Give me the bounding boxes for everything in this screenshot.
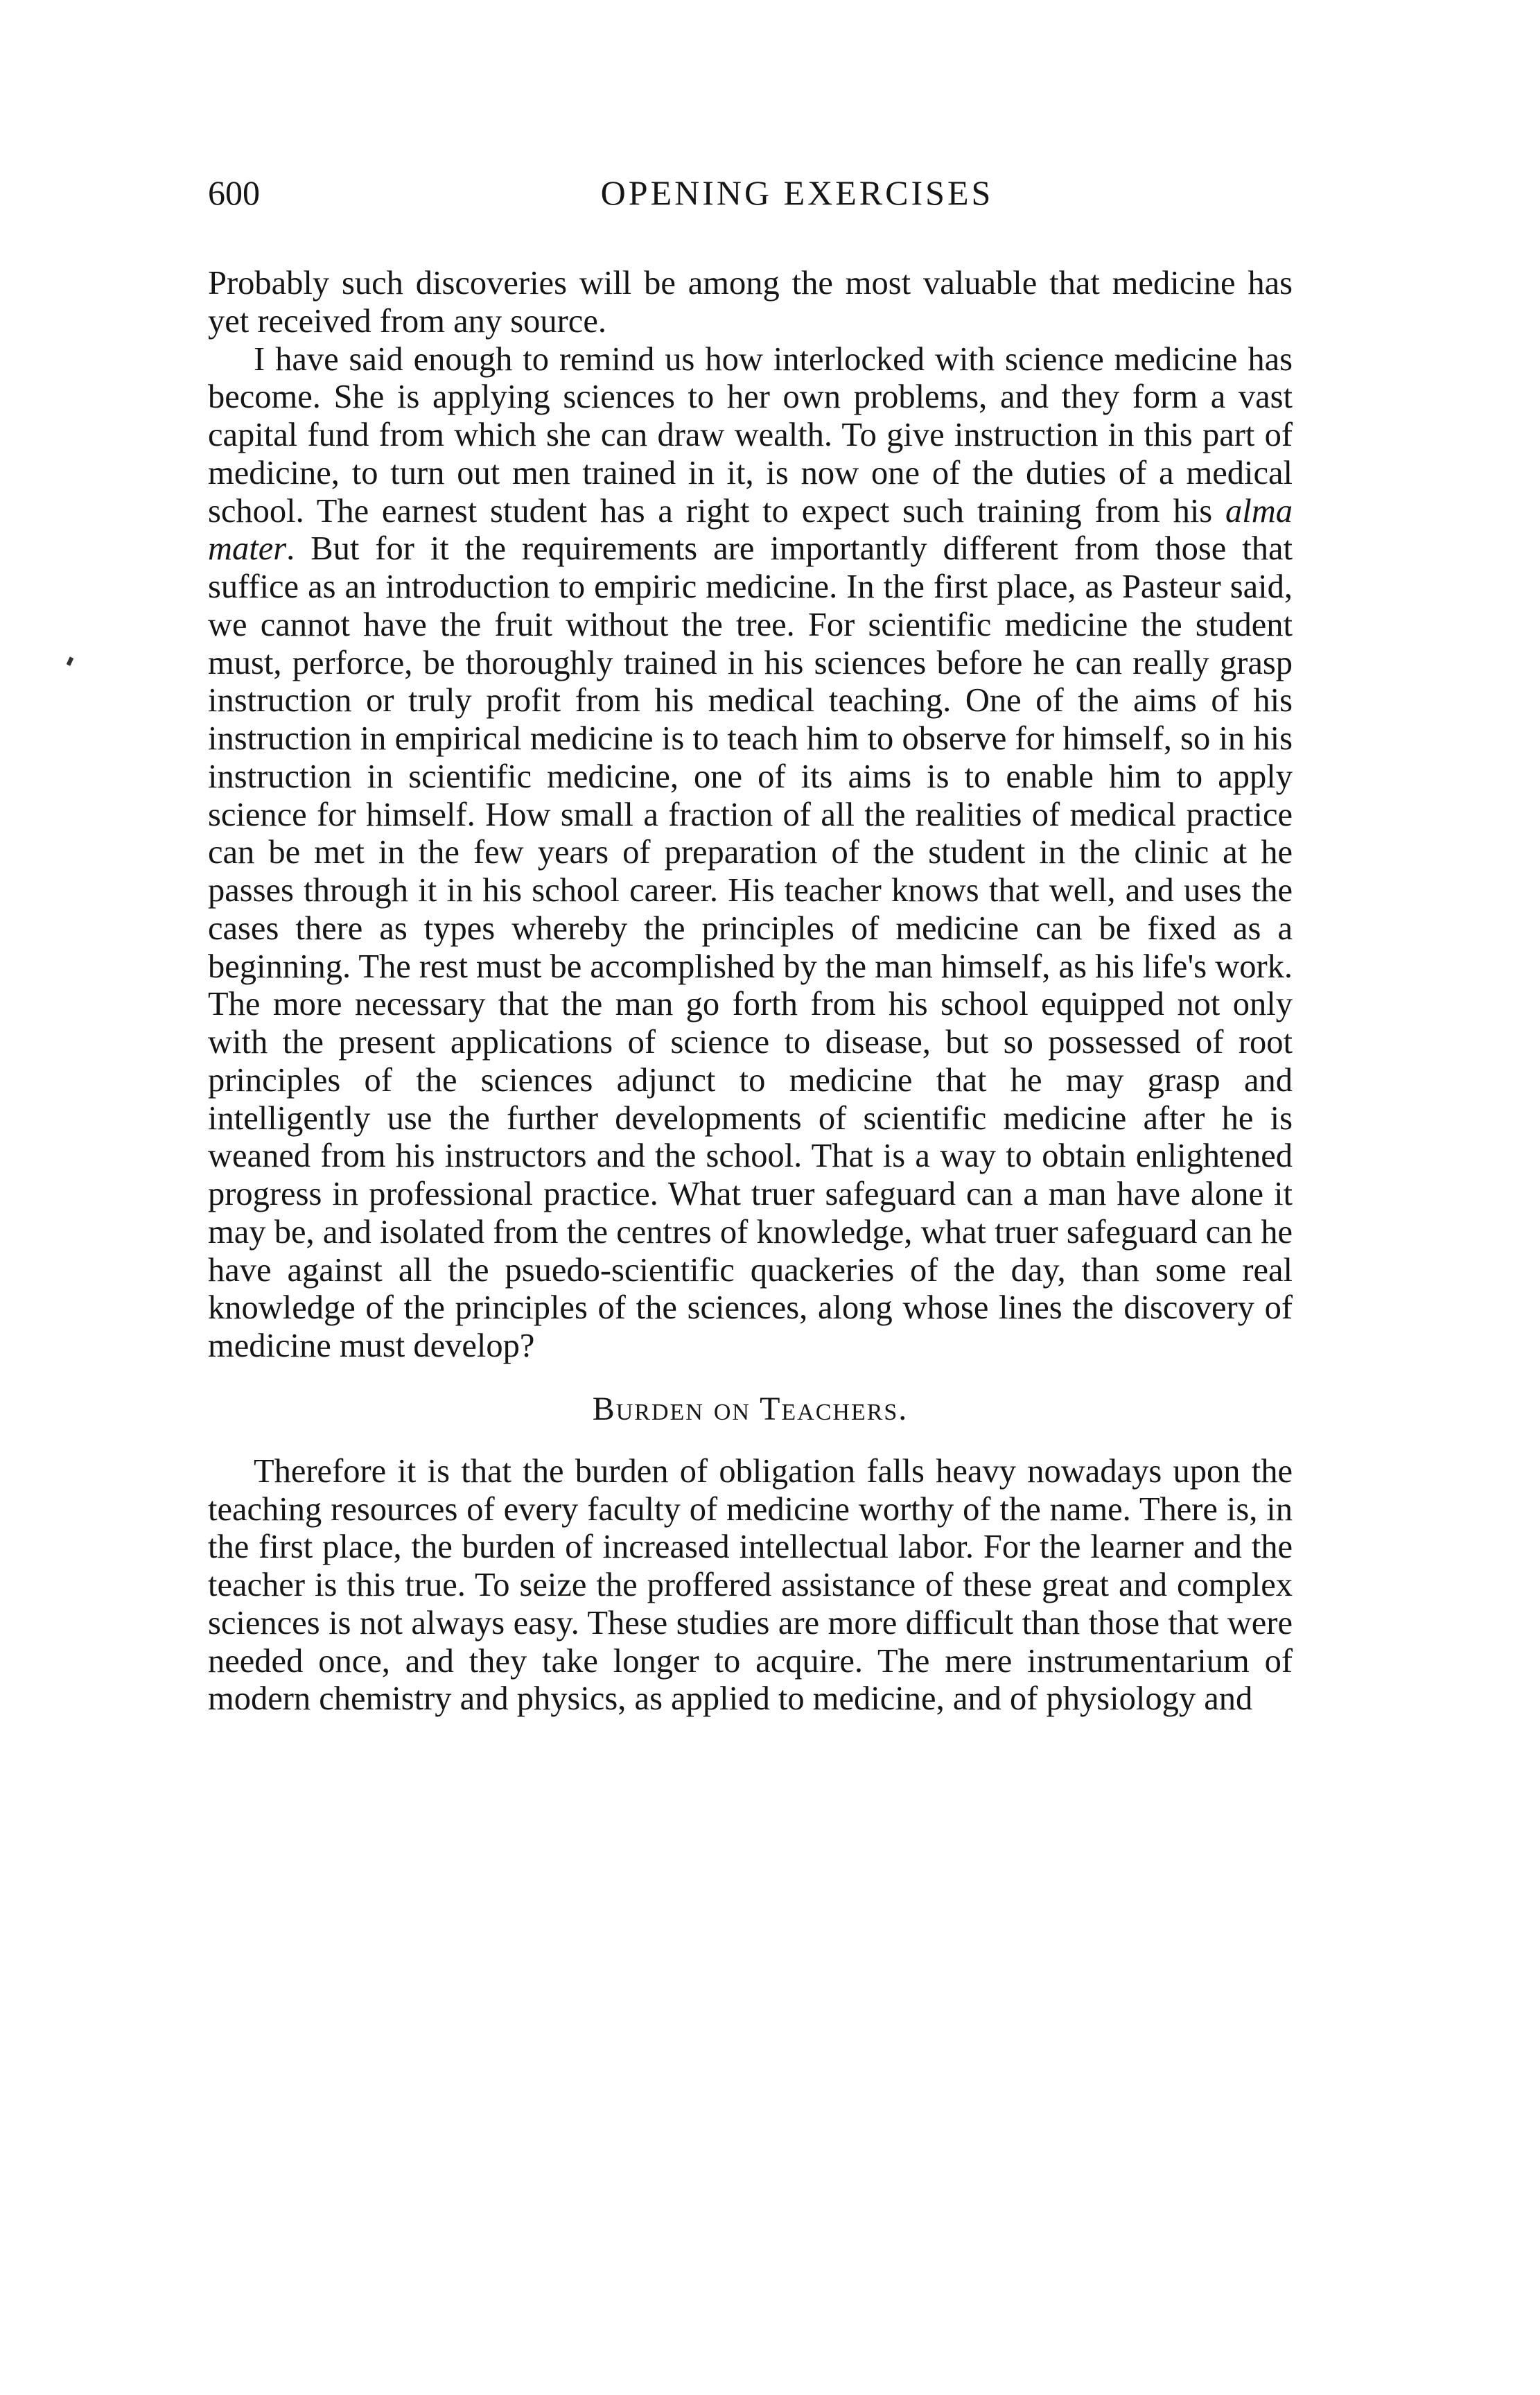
running-title: OPENING EXERCISES <box>600 173 994 212</box>
paragraph-2-part-a: I have said enough to remind us how interlocked with science medicine has become. She is applying sciences to her own problems, and they form a vast capital fund from which she can draw wealth. To give instruction in this part of medicine, to turn out men trained in it, is now one of the duties of a medical school. The earnest student has a right to expect such training from his <box>208 340 1293 530</box>
page-header <box>208 172 1386 214</box>
paragraph-2 <box>208 341 1293 1366</box>
paragraph-2-part-b: . But for it the requirements are importantly different from those that suffice as an introduction to empiric medicine. In the first place, as Pasteur said, we cannot have the fruit without the tree. For scientific medicine the student must, perforce, be thoroughly trained in his sciences before he can really grasp instruction or truly profit from his medical teaching. One of the aims of his instruction in empirical medicine is to teach him to observe for himself, so in his instruction in scientific medicine, one of its aims is to enable him to apply science for himself. How small a fraction of all the realities of medical practice can be met in the few years of preparation of the student in the clinic at he passes through it in his school career. His teacher knows that well, and uses the cases there as types whereby the principles of medicine can be fixed as a beginning. The rest must be accomplished by the man himself, as his life's work. The more necessary that the man go forth from his school equipped not only with the present applications of science to disease, but so possessed of root principles of the sciences adjunct to medicine that he may grasp and intelligently use the further developments of scientific medicine after he is weaned from his instructors and the school. That is a way to obtain enlightened progress in professional practice. What truer safeguard can a man have alone it may be, and isolated from the centres of knowledge, what truer safeguard can he have against all the psuedo-scientific quackeries of the day, than some real knowledge of the principles of the sciences, along whose lines the discovery of medicine must develop? <box>208 530 1293 1364</box>
body-text <box>208 265 1293 1718</box>
paragraph-3: Therefore it is that the burden of obligation falls heavy nowadays upon the teaching resources of every faculty of medicine worthy of the name. There is, in the first place, the burden of increased intellectual labor. For the learner and the teacher is this true. To seize the proffered assistance of these great and complex sciences is not always easy. These studies are more difficult than those that were needed once, and they take longer to acquire. The mere instrumentarium of modern chemistry and physics, as applied to medicine, and of physiology and <box>208 1452 1293 1718</box>
alma-mater-italic: alma mater <box>208 492 1293 568</box>
paragraph-1: Probably such discoveries will be among the most valuable that medicine has yet received from any source. <box>208 265 1293 340</box>
page-number: 600 <box>208 173 260 212</box>
stray-ink-mark <box>67 656 74 665</box>
section-heading: Burden on Teachers. <box>592 1390 909 1427</box>
